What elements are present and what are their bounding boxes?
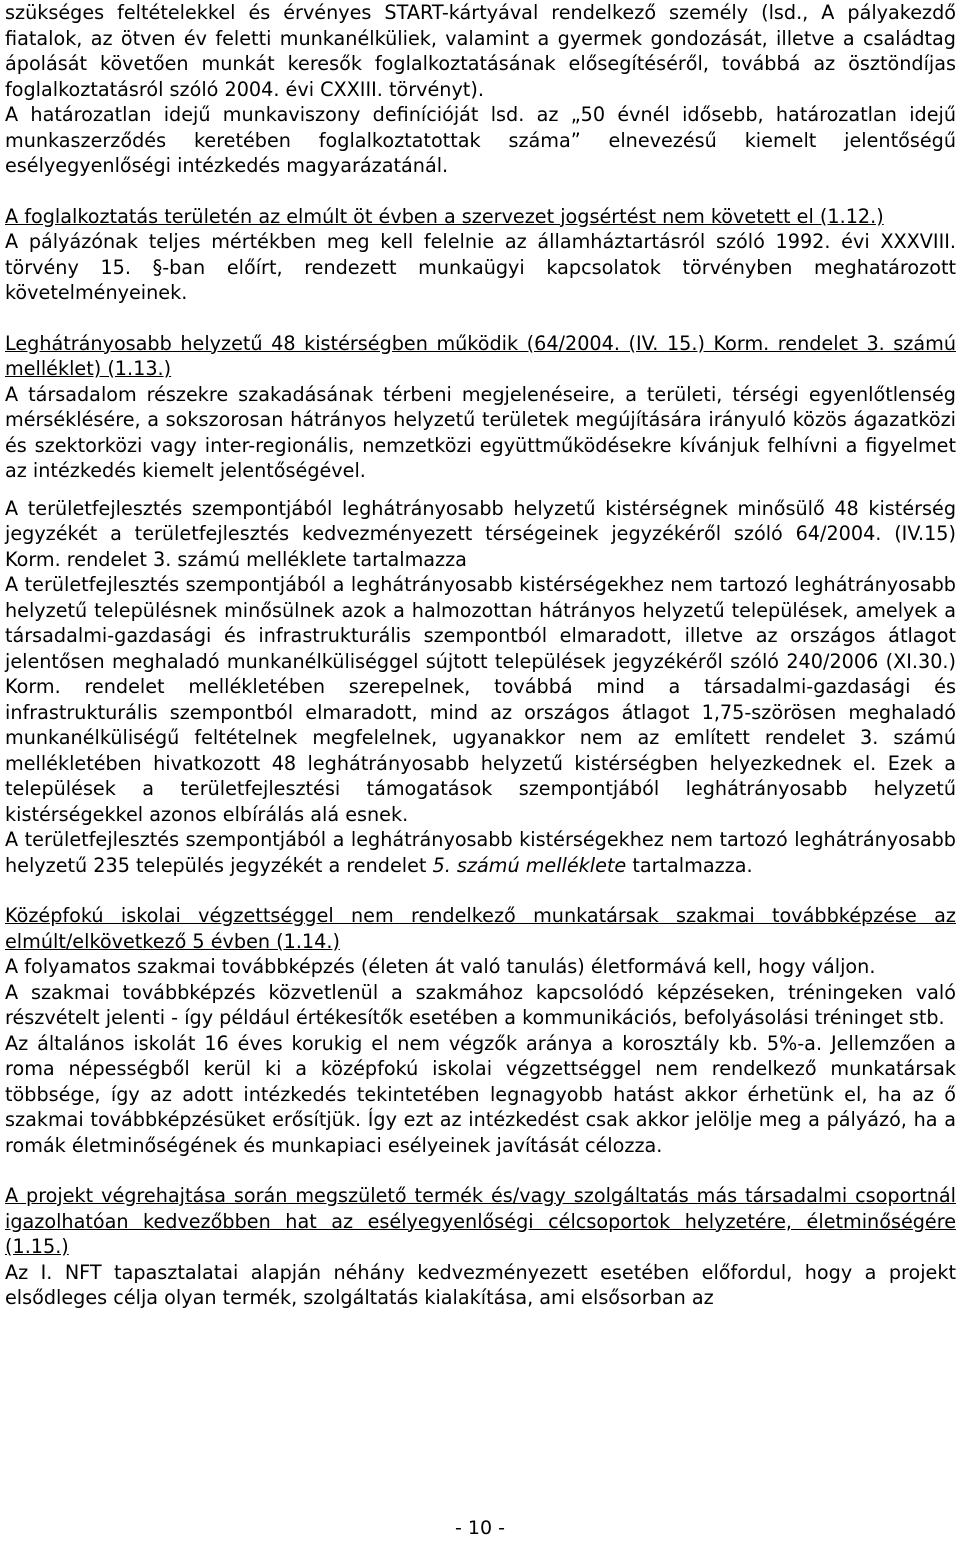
paragraph-indefinite-employment: A határozatlan idejű munkaviszony definícióját lsd. az „50 évnél idősebb, határozatlan idejű munkaszerződés keretében foglalkoztatottak száma” elnevezésű kiemelt jelentőségű esélyegyenlőségi intézkedés magyarázatánál. xyxy=(5,103,956,177)
heading-training: Középfokú iskolai végzettséggel nem rendelkező munkatársak szakmai továbbképzése az elmúlt/elkövetkező 5 évben (1.14.) xyxy=(5,904,956,953)
paragraph-labour-requirements: A pályázónak teljes mértékben meg kell felelnie az államháztartásról szóló 1992. évi XXXVIII. törvény 15. §-ban előírt, rendezett munkaügyi kapcsolatok törvényben meghatározott követelményeinek. xyxy=(5,230,956,304)
settlements-text: A területfejlesztés szempontjából a leghátrányosabb kistérségekhez nem tartozó leghátrányosabb helyzetű 235 település jegyzékét a rendelet xyxy=(5,828,956,877)
page-number: - 10 - xyxy=(455,1517,505,1539)
paragraph-disadvantaged-settlements: A területfejlesztés szempontjából a leghátrányosabb kistérségekhez nem tartozó leghátrányosabb helyzetű településnek minősülnek azok a halmozottan hátrányos helyzetű települések, amelyek a társadalmi-gazdasági és infrastrukturális szempontból elmaradott, illetve az országos átlagot jelentősen meghaladó munkanélküliséggel sújtott települések jegyzékéről szóló 240/2006 (XI.30.) Korm. rendelet mellékletében szerepelnek, továbbá mind a társadalmi-gazdasági és infrastrukturális szempontból elmaradott, mind az országos átlagot 1,75-szörösen meghaladó munkanélküliségű feltételnek megfelelnek, ugyanakkor nem az említett rendelet 3. számú mellékletében hivatkozott 48 leghátrányosabb helyzetű kistérségben helyezkednek el. Ezek a települések a területfejlesztési támogatások szempontjából leghátrányosabb helyzetű kistérségekkel azonos elbírálás alá esnek. xyxy=(5,573,956,826)
paragraph-48-subregions: A területfejlesztés szempontjából leghátrányosabb helyzetű kistérségnek minősülő 48 kistérség jegyzékét a területfejlesztés kedvezményezett térségeinek jegyzékéről szóló 64/2004. (IV.15) Korm. rendelet 3. számú melléklete tartalmazza xyxy=(5,496,956,571)
paragraph-roma-training: Az általános iskolát 16 éves korukig el nem végzők aránya a korosztály kb. 5%-a. Jellemzően a roma népességből kerül ki a középfokú iskolai végzettséggel nem rendelkező munkatársak többsége, így az adott intézkedés tekintetében legnagyobb hatást akkor érhetünk el, ha az ő szakmai továbbképzésüket erősítjük. Így ezt az intézkedést csak akkor jelölje meg a pályázó, ha a romák életminőségének és munkapiaci esélyeinek javítását célozza. xyxy=(5,1031,956,1157)
heading-product-effect: A projekt végrehajtása során megszülető termék és/vagy szolgáltatás más társadalmi csoportnál igazolhatóan kedvezőbben hat az esélyegyenlőségi célcsoportok helyzetére, életminőségére (1.15.) xyxy=(5,1184,956,1258)
heading-no-violation: A foglalkoztatás területén az elmúlt öt évben a szervezet jogsértést nem követett el (1.12.) xyxy=(5,204,884,228)
paragraph-lifelong-learning: A folyamatos szakmai továbbképzés (életen át való tanulás) életformává kell, hogy váljon. xyxy=(5,955,876,978)
paragraph-training-definition: A szakmai továbbképzés közvetlenül a szakmához kapcsolódó képzéseken, tréningeken való részvételt jelenti - így például értékesítők esetében a kommunikációs, befolyásolási tréninget stb. xyxy=(5,980,956,1029)
settlements-text-tail: tartalmazza. xyxy=(626,853,753,877)
paragraph-start-card: szükséges feltételekkel és érvényes START-kártyával rendelkező személy (lsd., A pályakezdő fiatalok, az ötven év feletti munkanélküliek, valamint a gyermek gondozását, illetve a családtag ápolását követően munkát keresők foglalkoztatásának elősegítéséről, továbbá az ösztöndíjas foglalkoztatásról szóló 2004. évi CXXIII. törvényt). xyxy=(5,1,956,101)
annex-reference: 5. számú melléklete xyxy=(432,853,627,877)
document-page xyxy=(5,0,956,1311)
paragraph-cooperation: A társadalom részekre szakadásának térbeni megjelenéseire, a területi, térségi egyenlőtlenség mérséklésére, a sokszorosan hátrányos helyzetű területek megújítására irányuló közös ágazatközi és szektorközi vagy inter-regionális, nemzetközi együttműködésekre kívánjuk felhívni a figyelmet az intézkedés kiemelt jelentőségével. xyxy=(5,382,956,482)
paragraph-nft-experience: Az I. NFT tapasztalatai alapján néhány kedvezményezett esetében előfordul, hogy a projekt elsődleges célja olyan termék, szolgáltatás kialakítása, ami elsősorban az xyxy=(5,1260,956,1309)
heading-disadvantaged-subregions: Leghátrányosabb helyzetű 48 kistérségben működik (64/2004. (IV. 15.) Korm. rendelet 3. számú melléklet) (1.13.) xyxy=(5,331,956,380)
paragraph-235-settlements xyxy=(5,827,956,878)
